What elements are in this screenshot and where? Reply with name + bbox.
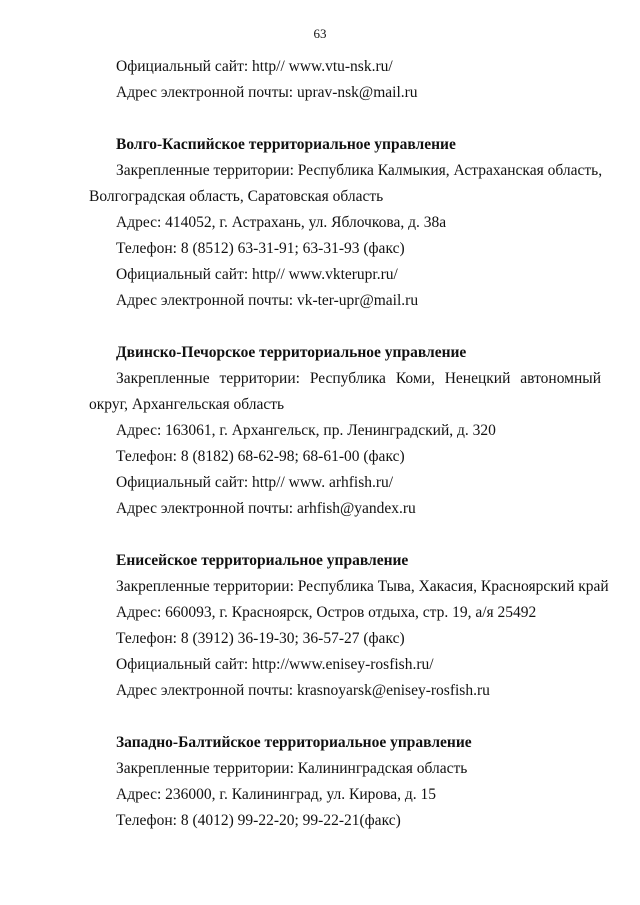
section-title-west-baltic: Западно-Балтийское территориальное управление [116,734,472,751]
yenisei-phone: Телефон: 8 (3912) 36-19-30; 36-57-27 (факс) [116,630,405,647]
volga-address: Адрес: 414052, г. Астрахань, ул. Яблочкова, д. 38а [116,214,447,231]
section-spacer [89,522,601,548]
dvina-website: Официальный сайт: http// www. arhfish.ru/ [116,474,394,491]
dvina-address: Адрес: 163061, г. Архангельск, пр. Ленинградский, д. 320 [116,422,496,439]
west-baltic-address: Адрес: 236000, г. Калининград, ул. Кирова, д. 15 [116,786,437,803]
page-number: 63 [313,26,327,41]
dvina-territories-cont: округ, Архангельская область [89,396,285,413]
section-spacer [89,314,601,340]
west-baltic-phone: Телефон: 8 (4012) 99-22-20; 99-22-21(факс) [116,812,401,829]
volga-website: Официальный сайт: http// www.vkterupr.ru/ [116,266,398,283]
yenisei-address: Адрес: 660093, г. Красноярск, Остров отдыха, стр. 19, а/я 25492 [116,604,537,621]
intro-email: Адрес электронной почты: uprav-nsk@mail.ru [116,84,418,101]
dvina-phone: Телефон: 8 (8182) 68-62-98; 68-61-00 (факс) [116,448,405,465]
volga-territories-cont: Волгоградская область, Саратовская область [89,188,384,205]
intro-website: Официальный сайт: http// www.vtu-nsk.ru/ [116,58,393,75]
yenisei-website: Официальный сайт: http://www.enisey-rosfish.ru/ [116,656,434,673]
section-spacer [89,106,601,132]
section-title-yenisei: Енисейское территориальное управление [116,552,409,569]
yenisei-email: Адрес электронной почты: krasnoyarsk@enisey-rosfish.ru [116,682,490,699]
section-title-volga: Волго-Каспийское территориальное управление [116,136,456,153]
section-title-dvina: Двинско-Печорское территориальное управление [116,344,467,361]
section-spacer [89,704,601,730]
yenisei-territories: Закрепленные территории: Республика Тыва, Хакасия, Красноярский край [116,578,609,595]
volga-email: Адрес электронной почты: vk-ter-upr@mail.ru [116,292,419,309]
west-baltic-territories: Закрепленные территории: Калининградская область [116,760,468,777]
dvina-email: Адрес электронной почты: arhfish@yandex.ru [116,500,416,517]
volga-phone: Телефон: 8 (8512) 63-31-91; 63-31-93 (факс) [116,240,405,257]
volga-territories: Закрепленные территории: Республика Калмыкия, Астраханская область, [116,162,603,179]
document-body [89,54,609,834]
dvina-territories: Закрепленные территории: Республика Коми, Ненецкий автономный [116,370,601,387]
